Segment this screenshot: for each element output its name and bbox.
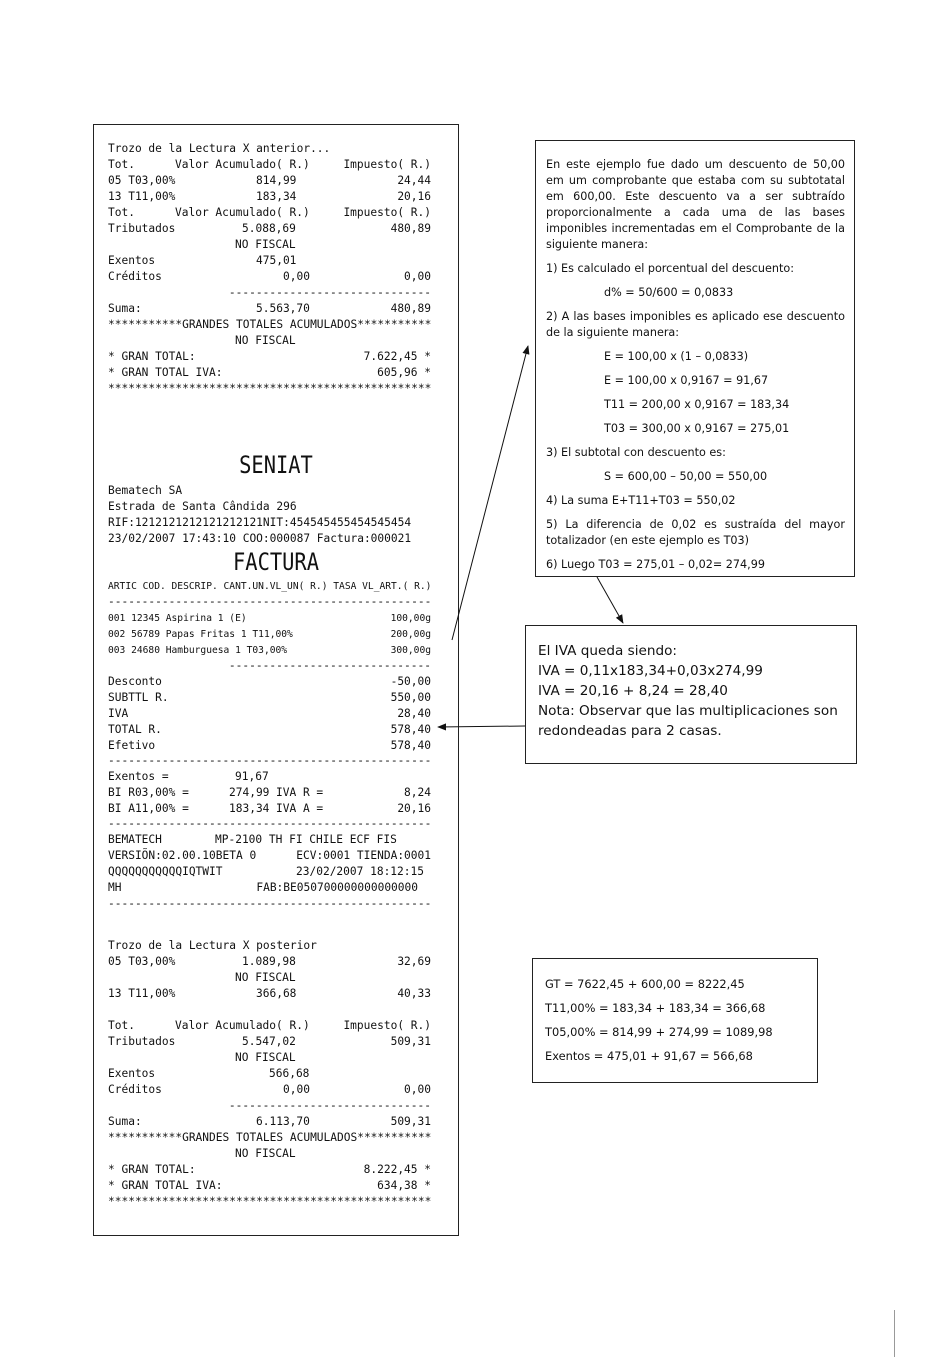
fiscal-receipt <box>93 124 459 1236</box>
iva-result: IVA = 20,16 + 8,24 = 28,40 <box>538 683 728 699</box>
long-divider: ------------------------------------------------ <box>108 897 432 910</box>
step-3: 3) El subtotal con descuento es: <box>546 446 726 459</box>
arrow-to-discount-box <box>452 346 528 640</box>
t05-equation: T05,00% = 814,99 + 274,99 = 1089,98 <box>545 1025 773 1039</box>
t11-equation: T11,00% = 183,34 + 183,34 = 366,68 <box>545 1001 766 1015</box>
iva-intro: El IVA queda siendo: <box>538 643 677 659</box>
post-exentos: Exentos 566,68 <box>108 1067 310 1080</box>
post-no-fiscal: NO FISCAL <box>235 971 296 984</box>
grandes-totales-banner: ***********GRANDES TOTALES ACUMULADOS*********** <box>108 318 432 331</box>
footer-line-4: MH FAB:BE050700000000000000 <box>108 881 418 894</box>
post-gran-total-iva: * GRAN TOTAL IVA: 634,38 * <box>108 1179 431 1192</box>
prev-gran-total-iva: * GRAN TOTAL IVA: 605,96 * <box>108 366 431 379</box>
stars-divider: ************************************************ <box>108 382 432 395</box>
prev-row-t11: 13 T11,00% 183,34 20,16 <box>108 190 431 203</box>
exentos-base: Exentos = 91,67 <box>108 770 269 783</box>
intro-paragraph: En este ejemplo fue dado um descuento de 50,00 em um comprobante que estaba com su subtotatal em 600,00. Este descuento va a ser subtraído proporcionalmente a cada uma de las bases imponibles incrementadas em el Comprobante de la siguiente manera: <box>546 158 845 251</box>
post-row-t11: 13 T11,00% 366,68 40,33 <box>108 987 431 1000</box>
prev-creditos: Créditos 0,00 0,00 <box>108 270 431 283</box>
post-no-fiscal-3: NO FISCAL <box>235 1147 296 1160</box>
iva-explanation-box <box>525 625 857 764</box>
discount-explanation-box <box>535 140 855 577</box>
post-row-t03: 05 T03,00% 1.089,98 32,69 <box>108 955 431 968</box>
prev-gran-total: * GRAN TOTAL: 7.622,45 * <box>108 350 431 363</box>
exentos-equation: Exentos = 475,01 + 91,67 = 566,68 <box>545 1049 753 1063</box>
short-divider: ------------------------------ <box>228 659 431 672</box>
equation-subtotal: S = 600,00 – 50,00 = 550,00 <box>604 470 768 483</box>
long-divider: ------------------------------------------------ <box>108 595 432 608</box>
rounding-note: Nota: Observar que las multiplicaciones son redondeadas para 2 casas. <box>538 703 838 739</box>
rif-line: RIF:1212121212121212121NIT:454545455454545454 <box>108 516 412 529</box>
step-4: 4) La suma E+T11+T03 = 550,02 <box>546 494 736 507</box>
prev-suma: Suma: 5.563,70 480,89 <box>108 302 431 315</box>
step-1: 1) Es calculado el porcentual del descuento: <box>546 262 794 275</box>
step-5: 5) La diferencia de 0,02 es sustraída del mayor totalizador (en este ejemplo es T03) <box>546 518 845 547</box>
item-row: 003 24680 Hamburguesa 1 T03,00% 300,00g <box>108 645 431 656</box>
prev-no-fiscal: NO FISCAL <box>235 238 296 251</box>
prev-exentos: Exentos 475,01 <box>108 254 297 267</box>
item-row: 002 56789 Papas Fritas 1 T11,00% 200,00g <box>108 629 431 640</box>
factura-title: FACTURA <box>233 548 319 576</box>
arrow-to-iva-box <box>597 577 623 623</box>
prev-reading-header: Trozo de la Lectura X anterior... <box>108 142 331 155</box>
stars-divider: ************************************************ <box>108 1195 432 1208</box>
grandes-totales-banner: ***********GRANDES TOTALES ACUMULADOS*********** <box>108 1131 432 1144</box>
gt-equation: GT = 7622,45 + 600,00 = 8222,45 <box>545 977 745 991</box>
equation-t11: T11 = 200,00 x 0,9167 = 183,34 <box>604 398 790 411</box>
step-6: 6) Luego T03 = 275,01 – 0,02= 274,99 <box>546 558 765 571</box>
equation-discount-percent: d% = 50/600 = 0,0833 <box>604 286 734 299</box>
post-creditos: Créditos 0,00 0,00 <box>108 1083 431 1096</box>
post-columns-header: Tot. Valor Acumulado( R.) Impuesto( R.) <box>108 1019 431 1032</box>
date-coo-line: 23/02/2007 17:43:10 COO:000087 Factura:000021 <box>108 532 412 545</box>
total-row-desconto: Desconto -50,00 <box>108 675 431 688</box>
post-suma: Suma: 6.113,70 509,31 <box>108 1115 431 1128</box>
company-address: Estrada de Santa Cândida 296 <box>108 500 297 513</box>
long-divider: ------------------------------------------------ <box>108 754 432 767</box>
equation-e-1: E = 100,00 x (1 – 0,0833) <box>604 350 749 363</box>
footer-line-1: BEMATECH MP-2100 TH FI CHILE ECF FIS <box>108 833 397 846</box>
prev-tributados: Tributados 5.088,69 480,89 <box>108 222 431 235</box>
prev-columns-header: Tot. Valor Acumulado( R.) Impuesto( R.) <box>108 158 431 171</box>
equation-e-2: E = 100,00 x 0,9167 = 91,67 <box>604 374 769 387</box>
prev-columns-header-2: Tot. Valor Acumulado( R.) Impuesto( R.) <box>108 206 431 219</box>
seniat-title: SENIAT <box>239 451 313 479</box>
item-row: 001 12345 Aspirina 1 (E) 100,00g <box>108 613 431 624</box>
total-row-total: TOTAL R. 578,40 <box>108 723 431 736</box>
bi-a-line: BI A11,00% = 183,34 IVA A = 20,16 <box>108 802 431 815</box>
long-divider: ------------------------------------------------ <box>108 817 432 830</box>
short-divider: ------------------------------ <box>228 1099 431 1112</box>
page-edge-mark <box>894 1310 895 1357</box>
prev-row-t03: 05 T03,00% 814,99 24,44 <box>108 174 431 187</box>
company-name: Bematech SA <box>108 484 183 497</box>
grand-totals-box <box>532 958 818 1083</box>
post-reading-header: Trozo de la Lectura X posterior <box>108 939 317 952</box>
prev-no-fiscal-2: NO FISCAL <box>235 334 296 347</box>
footer-line-3: QQQQQQQQQQQIQTWIT 23/02/2007 18:12:15 <box>108 865 424 878</box>
total-row-iva: IVA 28,40 <box>108 707 431 720</box>
footer-line-2: VERSIÕN:02.00.10BETA 0 ECV:0001 TIENDA:0001 <box>108 849 431 862</box>
post-gran-total: * GRAN TOTAL: 8.222,45 * <box>108 1163 431 1176</box>
total-row-subttl: SUBTTL R. 550,00 <box>108 691 431 704</box>
post-tributados: Tributados 5.547,02 509,31 <box>108 1035 431 1048</box>
total-row-efetivo: Efetivo 578,40 <box>108 739 431 752</box>
post-no-fiscal-2: NO FISCAL <box>235 1051 296 1064</box>
equation-t03: T03 = 300,00 x 0,9167 = 275,01 <box>604 422 790 435</box>
iva-formula: IVA = 0,11x183,34+0,03x274,99 <box>538 663 763 679</box>
bi-r-line: BI R03,00% = 274,99 IVA R = 8,24 <box>108 786 431 799</box>
short-divider: ------------------------------ <box>228 286 431 299</box>
items-header: ARTIC COD. DESCRIP. CANT.UN.VL_UN( R.) TASA VL_ART.( R.) <box>108 581 432 592</box>
step-2: 2) A las bases imponibles es aplicado ese descuento de la siguiente manera: <box>546 310 845 339</box>
